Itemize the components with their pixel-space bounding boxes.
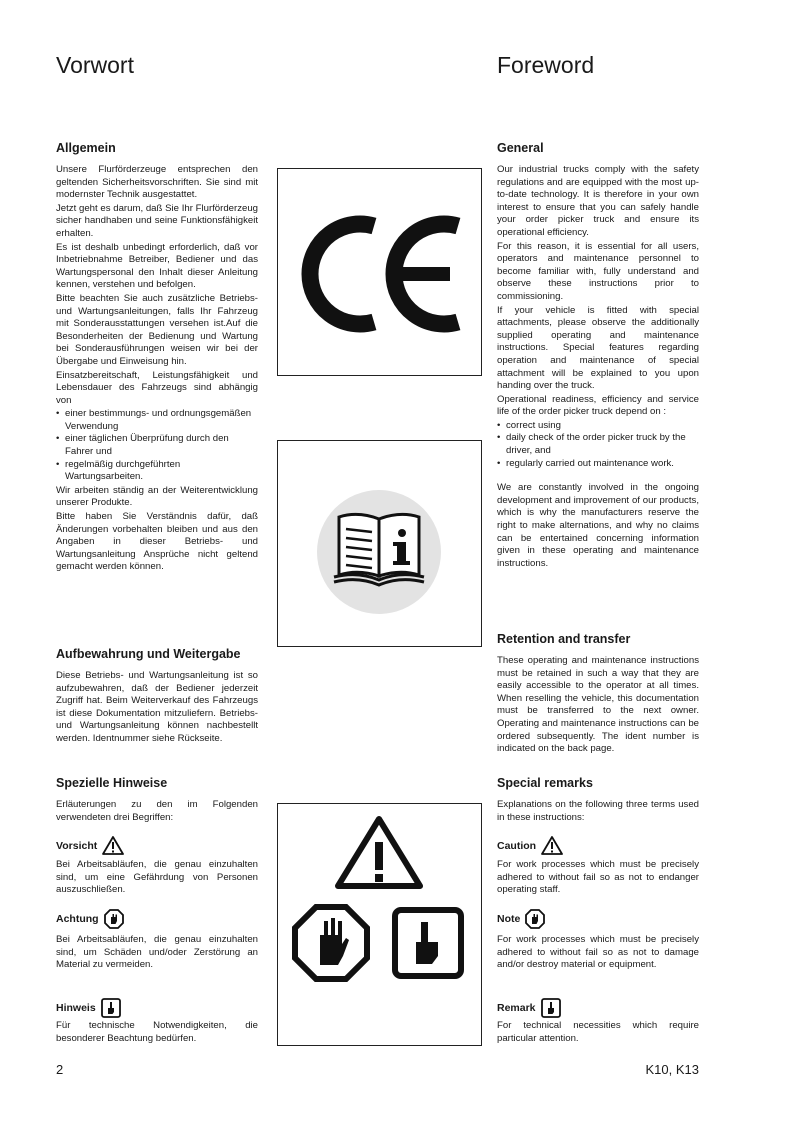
paragraph: Diese Betriebs- und Wartungsanleitung ist so aufzubewahren, daß der Bediener jederzeit Zugriff hat. Beim Weiterverkauf des Fahrzeugs ist diese Dokumentation mitzuliefern. Betriebs- und Wartungsanleitung können nachbestellt werden. Identnummer siehe Rückseite. — [56, 670, 258, 744]
section-title-retention-de: Aufbewahrung und Weitergabe — [56, 647, 241, 661]
remark-heading-en — [497, 998, 561, 1018]
caution-heading-en — [497, 836, 563, 855]
model-label: K10, K13 — [645, 1062, 699, 1077]
paragraph: Bei Arbeitsabläufen, die genau einzuhalten sind, um Schäden und/oder Zerstörung an Material zu vermeiden. — [56, 934, 258, 971]
warning-triangle-icon — [541, 836, 563, 855]
paragraph: Einsatzbereitschaft, Leistungsfähigkeit und Lebensdauer des Fahrzeugs sind abhängig von — [56, 369, 258, 406]
remarks-intro-de — [56, 799, 258, 825]
paragraph: Jetzt geht es darum, daß Sie Ihr Flurförderzeug sicher handhaben und seine Funktionsfähigkeit erhalten. — [56, 202, 258, 239]
remark-label: Remark — [497, 1002, 536, 1014]
caution-text-de — [56, 859, 258, 898]
paragraph: For technical necessities which require particular attention. — [497, 1020, 699, 1044]
list-item: • regularly carried out maintenance work. — [497, 458, 699, 471]
section-title-retention-en: Retention and transfer — [497, 632, 631, 646]
remark-text-de — [56, 1020, 258, 1046]
paragraph: These operating and maintenance instructions must be retained in such a way that they are easily accessible to the operator at all times. When reselling the vehicle, this documentation must be transferred to the next owner. Operating and maintenance instructions can be ordered subsequently. The ident number is indicated on the back page. — [497, 655, 699, 755]
general-text-de — [56, 164, 258, 575]
safety-symbols-box — [277, 803, 482, 1046]
caution-heading-de — [56, 836, 124, 855]
remarks-intro-en — [497, 799, 699, 825]
general-text-en — [497, 164, 699, 571]
paragraph: Bitte beachten Sie auch zusätzliche Betriebs- und Wartungsanleitungen, falls Ihr Fahrzeug mit Sonderausstattungen versehen ist.Auf die Besonderheiten der Bedienung und Wartung bei Sonderausführungen weisen wir bei der Übergabe und Einweisung hin. — [56, 292, 258, 367]
remark-heading-de — [56, 998, 121, 1018]
paragraph: If your vehicle is fitted with special attachments, please observe the additionally supplied operating and maintenance instructions. Special features regarding operation and maintenance of special attachment will be explained to you upon handing over the truck. — [497, 304, 699, 392]
paragraph: Unsere Flurförderzeuge entsprechen den geltenden Sicherheitsvorschriften. Sie sind mit modernster Technik ausgestattet. — [56, 164, 258, 201]
note-heading-de — [56, 909, 124, 929]
paragraph: Explanations on the following three terms used in these instructions: — [497, 799, 699, 823]
section-title-remarks-en: Special remarks — [497, 776, 593, 790]
paragraph: Für technische Notwendigkeiten, die besonderer Beachtung bedürfen. — [56, 1020, 258, 1044]
manual-info-icon — [278, 441, 481, 646]
paragraph: Wir arbeiten ständig an der Weiterentwicklung unserer Produkte. — [56, 484, 258, 509]
paragraph: Bitte haben Sie Verständnis dafür, daß Änderungen vorbehalten bleiben und aus den Angaben in dieser Betriebs- und Wartungsanleitung Ansprüche nicht geltend gemacht werden können. — [56, 511, 258, 573]
paragraph: We are constantly involved in the ongoing development and improvement of our products, which is why the manufacturers reserve the right to make alternations, and why no claims can be entertained concerning information given in these operating and maintenance instructions. — [497, 482, 699, 569]
paragraph: For this reason, it is essential for all users, operators and maintenance personnel to become familiar with, fully understand and observe these instructions prior to commissioning. — [497, 240, 699, 302]
safety-symbols-icon — [278, 804, 481, 1045]
list-item: • einer täglichen Überprüfung durch den Fahrer und — [56, 433, 258, 458]
retention-text-de — [56, 670, 258, 747]
caution-label: Vorsicht — [56, 839, 98, 852]
remark-text-en — [497, 1020, 699, 1046]
remark-label: Hinweis — [56, 1002, 96, 1014]
note-text-de — [56, 934, 258, 973]
paragraph: Es ist deshalb unbedingt erforderlich, daß vor Inbetriebnahme Betreiber, Bediener und das Wartungspersonal den Inhalt dieser Anleitung kennen, verstehen und befolgen. — [56, 241, 258, 291]
note-label: Achtung — [56, 913, 99, 925]
section-title-remarks-de: Spezielle Hinweise — [56, 776, 168, 790]
pointing-hand-icon — [541, 998, 561, 1018]
section-title-general-de: Allgemein — [56, 141, 116, 155]
stop-hand-octagon-icon — [525, 909, 545, 929]
paragraph: For work processes which must be precisely adhered to without fail so as not to damage and/or destroy material or equipment. — [497, 934, 699, 971]
list-item: • regelmäßig durchgeführten Wartungsarbeiten. — [56, 459, 258, 484]
bullet-list — [56, 408, 258, 484]
pointing-hand-icon — [101, 998, 121, 1018]
stop-hand-octagon-icon — [104, 909, 124, 929]
paragraph: Our industrial trucks comply with the safety regulations and are equipped with the most up-to-date technology. It is therefore in your own interest to ensure that you can safely handle your order picker truck and ensure its operational efficiency. — [497, 164, 699, 238]
section-title-general-en: General — [497, 141, 544, 155]
ce-mark-icon — [278, 169, 481, 375]
bullet-list — [497, 420, 699, 470]
note-heading-en — [497, 909, 545, 929]
caution-text-en — [497, 859, 699, 898]
note-text-en — [497, 934, 699, 973]
paragraph: Operational readiness, efficiency and service life of the order picker truck depend on : — [497, 393, 699, 418]
page-title-en: Foreword — [497, 52, 595, 78]
paragraph: For work processes which must be precisely adhered to without fail so as not to endanger operating staff. — [497, 859, 699, 896]
caution-label: Caution — [497, 839, 537, 852]
page-title-de: Vorwort — [56, 52, 134, 78]
ce-mark-box — [277, 168, 482, 376]
list-item: • daily check of the order picker truck by the driver, and — [497, 432, 699, 457]
page-number: 2 — [56, 1062, 64, 1077]
retention-text-en — [497, 655, 699, 757]
list-item: • einer bestimmungs- und ordnungsgemäßen Verwendung — [56, 408, 258, 433]
warning-triangle-icon — [102, 836, 124, 855]
manual-info-box — [277, 440, 482, 647]
paragraph: Erläuterungen zu den im Folgenden verwendeten drei Begriffen: — [56, 799, 258, 823]
paragraph: Bei Arbeitsabläufen, die genau einzuhalten sind, um eine Gefährdung von Personen auszuschließen. — [56, 859, 258, 896]
list-item: • correct using — [497, 420, 699, 433]
note-label: Note — [497, 913, 521, 925]
